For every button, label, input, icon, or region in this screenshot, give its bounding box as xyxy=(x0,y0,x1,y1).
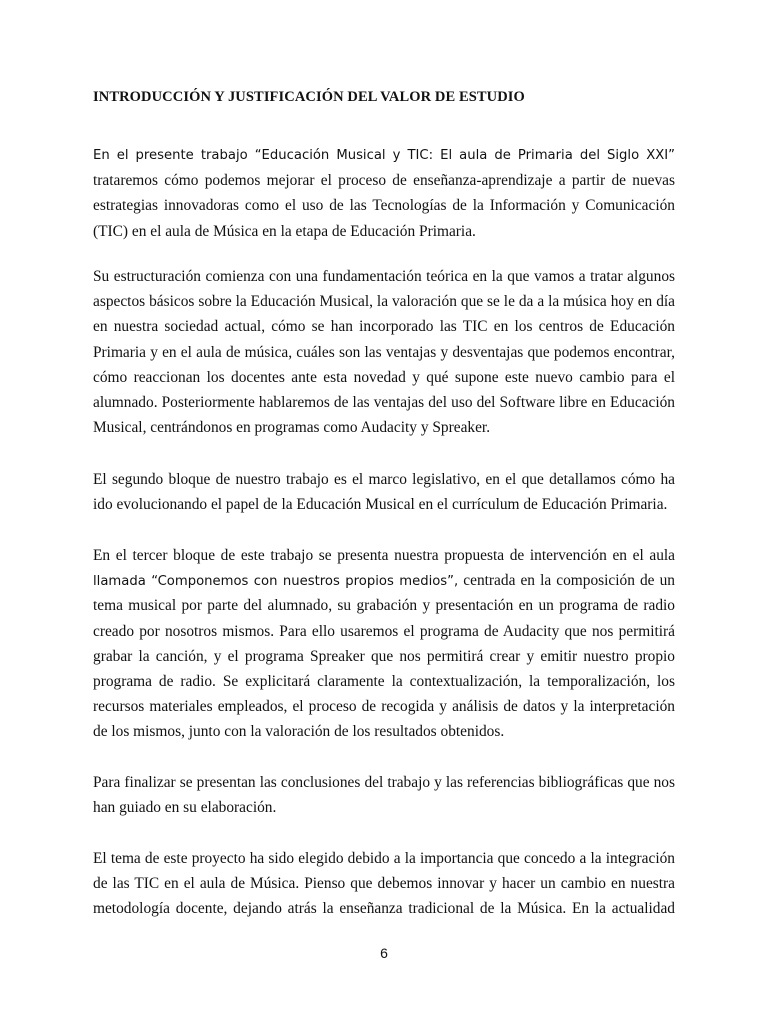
paragraph-3: El segundo bloque de nuestro trabajo es el marco legislativo, en el que detallamos cómo ha ido evolucionando el papel de la Educación Musical en el currículum de Educación Primaria. xyxy=(93,471,675,514)
paragraph-4-line-1: En el tercer bloque de este trabajo se presenta nuestra propuesta de intervención en el aula xyxy=(93,547,675,564)
page-number: 6 xyxy=(380,945,388,961)
paragraph-5: Para finalizar se presentan las conclusiones del trabajo y las referencias bibliográficas que nos han guiado en su elaboración. xyxy=(93,774,675,817)
section-heading: INTRODUCCIÓN Y JUSTIFICACIÓN DEL VALOR DE ESTUDIO xyxy=(93,89,525,105)
paragraph-4 xyxy=(93,543,675,745)
paragraph-4-rest: tema musical por parte del alumnado, su grabación y presentación en un programa de radio creado por nosotros mismos. Para ello usaremos el programa de Audacity que nos permitirá grabar la canción, y el programa Spreaker que nos permitirá crear y emitir nuestro propio programa de radio. Se explicitará claramente la contextualización, la temporalización, los recursos materiales empleados, el proceso de recogida y análisis de datos y la interpretación de los mismos, junto con la valoración de los resultados obtenidos. xyxy=(93,597,675,741)
paragraph-6: El tema de este proyecto ha sido elegido debido a la importancia que concedo a la integración de las TIC en el aula de Música. Pienso que debemos innovar y hacer un cambio en nuestra metodología docente, dejando atrás la enseñanza tradicional de la Música. En la actualidad xyxy=(93,850,675,918)
paragraph-1-line-2: trataremos cómo podemos mejorar el proceso de enseñanza-aprendizaje a partir de nuevas xyxy=(93,172,675,190)
paragraph-2: Su estructuración comienza con una fundamentación teórica en la que vamos a tratar algunos aspectos básicos sobre la Educación Musical, la valoración que se le da a la música hoy en día en nuestra sociedad actual, cómo se han incorporado las TIC en los centros de Educación Primaria y en el aula de música, cuáles son las ventajas y desventajas que podemos encontrar, cómo reaccionan los docentes ante esta novedad y qué supone este nuevo cambio para el alumnado. Posteriormente hablaremos de las ventajas del uso del Software libre en Educación Musical, centrándonos en programas como Audacity y Spreaker. xyxy=(93,268,675,437)
paragraph-1-line-3: estrategias innovadoras como el uso de las Tecnologías de la Información y Comunicación xyxy=(93,197,675,215)
paragraph-1 xyxy=(93,143,675,244)
project-name: llamada “Componemos con nuestros propios medios”, xyxy=(93,574,459,590)
paragraph-4-line-2 xyxy=(93,568,675,593)
paragraph-1-line-1: En el presente trabajo “Educación Musical y TIC: El aula de Primaria del Siglo XXI” xyxy=(93,148,675,163)
paragraph-1-line-4: (TIC) en el aula de Música en la etapa de Educación Primaria. xyxy=(93,222,476,240)
paragraph-4-line-2-tail: centrada en la composición de un xyxy=(463,572,675,590)
